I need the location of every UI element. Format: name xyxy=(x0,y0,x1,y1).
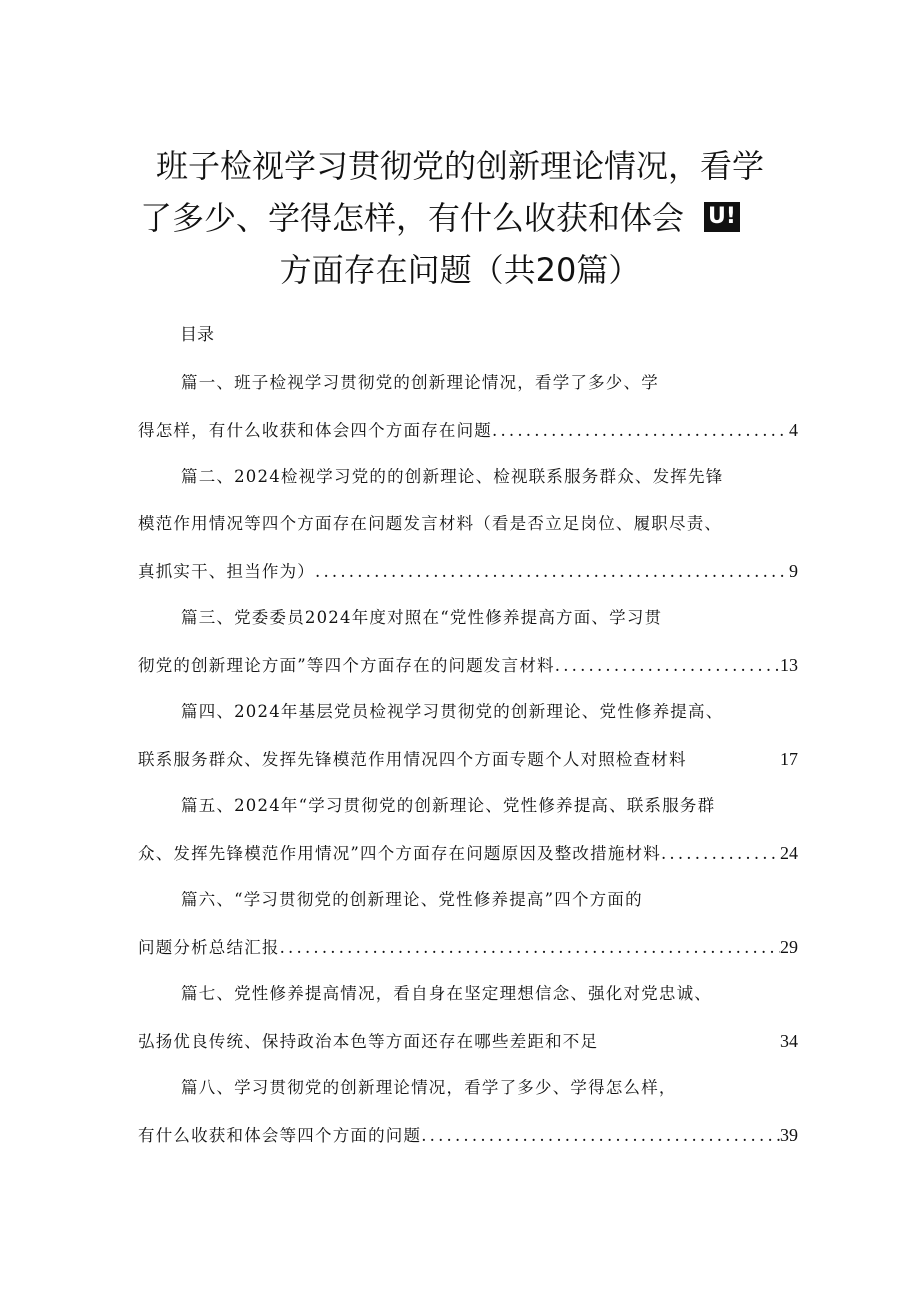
toc-entry-4[interactable] xyxy=(138,697,798,791)
title-line-2-text: 了多少、学得怎样，有什么收获和体会 xyxy=(140,199,685,237)
toc-entry-line: 篇七、党性修养提高情况，看自身在坚定理想信念、强化对党忠诚、 xyxy=(181,984,712,1003)
toc-page-number: 13 xyxy=(780,655,798,675)
toc-entry-last-line xyxy=(138,932,798,979)
document-title xyxy=(0,140,920,296)
toc-entry-last-line xyxy=(138,556,798,603)
toc-leader-dots xyxy=(661,839,780,869)
title-line-3: 方面存在问题（共20篇） xyxy=(279,251,641,289)
toc-entry-7[interactable] xyxy=(138,979,798,1073)
toc-entry-last-line xyxy=(138,415,798,462)
toc-page-number: 24 xyxy=(780,843,798,863)
toc-entry-line: 众、发挥先锋模范作用情况”四个方面存在问题原因及整改措施材料 xyxy=(138,844,661,863)
toc-entry-8[interactable] xyxy=(138,1073,798,1167)
toc-entry-line: 篇一、班子检视学习贯彻党的创新理论情况，看学了多少、学 xyxy=(181,373,659,392)
toc-entry-last-line xyxy=(138,1120,798,1167)
toc-entry-5[interactable] xyxy=(138,791,798,885)
toc-entry-line: 篇五、2024年“学习贯彻党的创新理论、党性修养提高、联系服务群 xyxy=(181,796,716,815)
toc-entry-last-line xyxy=(138,650,798,697)
toc-heading: 目录 xyxy=(180,325,214,345)
toc-page-number: 9 xyxy=(789,561,798,581)
toc-entry-line: 联系服务群众、发挥先锋模范作用情况四个方面专题个人对照检查材料 xyxy=(138,750,687,769)
toc-entry-line: 模范作用情况等四个方面存在问题发言材料（看是否立足岗位、履职尽责、 xyxy=(138,514,723,533)
toc-entry-line: 有什么收获和体会等四个方面的问题 xyxy=(138,1126,422,1145)
toc-leader-dots xyxy=(315,557,789,587)
toc-page-number: 17 xyxy=(780,749,798,769)
toc-entry-line: 彻党的创新理论方面”等四个方面存在的问题发言材料 xyxy=(138,656,555,675)
toc-leader-dots xyxy=(555,651,780,681)
toc-entry-last-line xyxy=(138,1026,798,1073)
toc-entry-last-line xyxy=(138,744,798,791)
toc-entry-line: 篇四、2024年基层党员检视学习贯彻党的创新理论、党性修养提高、 xyxy=(181,702,724,721)
toc-leader-dots xyxy=(492,416,789,446)
toc-entry-3[interactable] xyxy=(138,603,798,697)
toc-page-number: 29 xyxy=(780,937,798,957)
toc-page-number: 34 xyxy=(780,1031,798,1051)
toc-entry-line: 篇三、党委委员2024年度对照在“党性修养提高方面、学习贯 xyxy=(181,608,663,627)
toc-entry-2[interactable] xyxy=(138,462,798,603)
title-line-1: 班子检视学习贯彻党的创新理论情况，看学 xyxy=(155,147,764,185)
table-of-contents xyxy=(138,368,798,1167)
toc-entry-line: 弘扬优良传统、保持政治本色等方面还存在哪些差距和不足 xyxy=(138,1032,599,1051)
toc-leader-dots xyxy=(421,1121,780,1151)
toc-entry-line: 篇六、“学习贯彻党的创新理论、党性修养提高”四个方面的 xyxy=(181,890,643,909)
toc-entry-line: 得怎样，有什么收获和体会四个方面存在问题 xyxy=(138,421,492,440)
toc-entry-line: 问题分析总结汇报 xyxy=(138,938,280,957)
toc-entry-line: 篇二、2024检视学习党的的创新理论、检视联系服务群众、发挥先锋 xyxy=(181,467,724,486)
toc-entry-last-line xyxy=(138,838,798,885)
title-badge: U! xyxy=(704,202,740,232)
toc-page-number: 39 xyxy=(780,1125,798,1145)
toc-entry-line: 篇八、学习贯彻党的创新理论情况，看学了多少、学得怎么样， xyxy=(181,1078,677,1097)
toc-entry-6[interactable] xyxy=(138,885,798,979)
title-line-2 xyxy=(0,192,920,244)
toc-entry-line: 真抓实干、担当作为） xyxy=(138,562,315,581)
toc-entry-1[interactable] xyxy=(138,368,798,462)
toc-page-number: 4 xyxy=(789,420,798,440)
toc-leader-dots xyxy=(280,933,780,963)
